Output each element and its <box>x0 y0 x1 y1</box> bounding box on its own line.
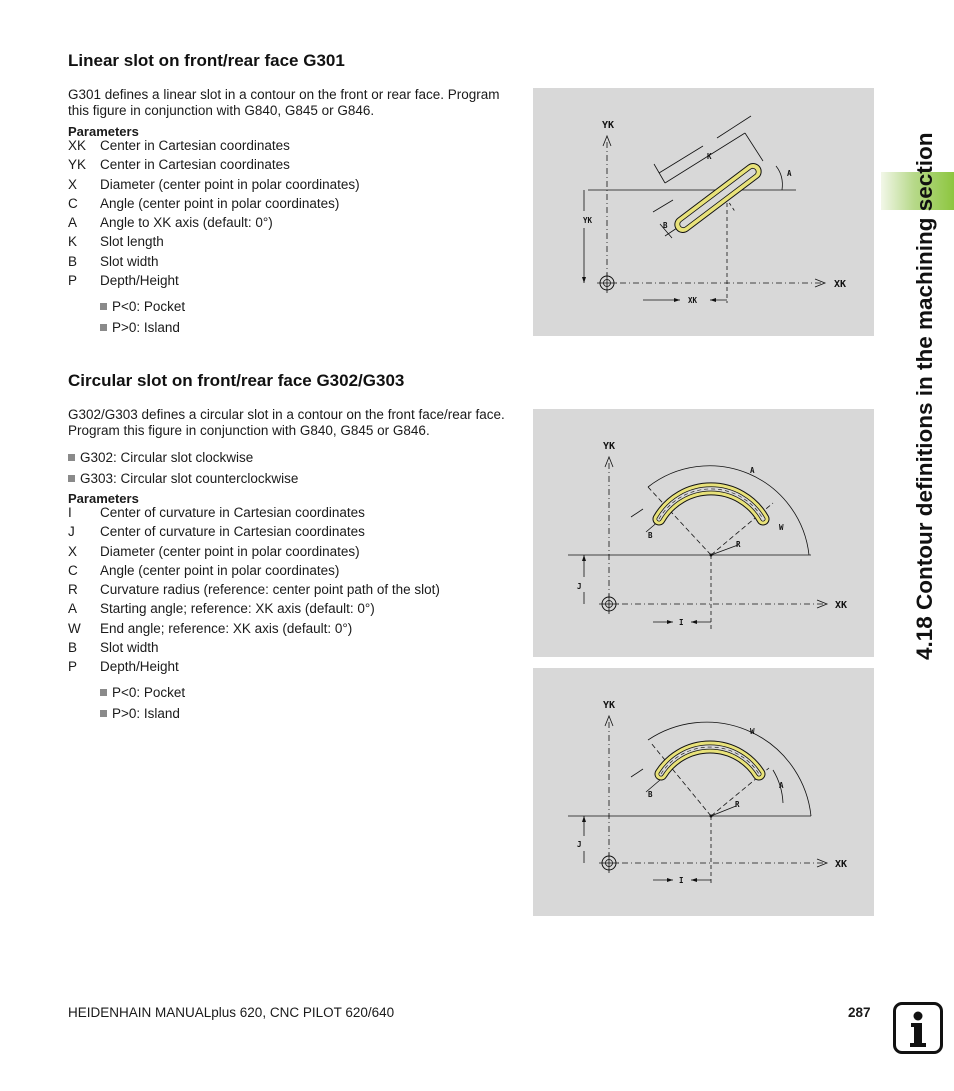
bullet-square-icon <box>100 689 107 696</box>
origin-icon <box>599 853 619 873</box>
figure-label: XK <box>834 279 847 290</box>
section-intro: G302/G303 defines a circular slot in a contour on the front face/rear face. Program this figure in conjunction with G840, G845 or G846. <box>68 407 505 438</box>
bullet-square-icon <box>68 475 75 482</box>
depth-options <box>100 683 185 725</box>
bullet-item: P>0: Island <box>100 704 185 725</box>
origin-icon <box>599 594 619 614</box>
parameter-item: P Depth/Height <box>68 273 179 289</box>
section-intro: G301 defines a linear slot in a contour on the front or rear face. Program this figure in conjunction with G840, G845 or G846. <box>68 87 500 118</box>
parameter-item: J Center of curvature in Cartesian coordinates <box>68 524 365 540</box>
figure-label: A <box>787 169 792 178</box>
bullet-item: P<0: Pocket <box>100 683 185 704</box>
chapter-title: 4.18 Contour definitions in the machining section <box>912 132 937 660</box>
figure-linear-slot <box>533 88 874 336</box>
figure-label: J <box>577 582 582 591</box>
bullet-item: P<0: Pocket <box>100 297 185 318</box>
bullet-item: G303: Circular slot counterclockwise <box>68 469 298 490</box>
parameter-item: B Slot width <box>68 640 159 656</box>
figure-label: B <box>648 790 653 799</box>
parameter-item: A Starting angle; reference: XK axis (default: 0°) <box>68 601 375 617</box>
info-icon <box>893 1002 943 1054</box>
figure-label: A <box>750 466 755 475</box>
figure-label: YK <box>603 700 616 711</box>
bullet-square-icon <box>100 710 107 717</box>
figure-label: W <box>750 727 755 736</box>
figure-label: I <box>679 876 684 885</box>
parameters-title: Parameters <box>68 124 139 139</box>
parameter-list <box>68 136 360 290</box>
figure-label: R <box>735 800 740 809</box>
bullet-square-icon <box>100 324 107 331</box>
parameter-item: X Diameter (center point in polar coordinates) <box>68 176 360 192</box>
figure-label: XK <box>688 296 698 305</box>
parameter-item: YK Center in Cartesian coordinates <box>68 157 290 173</box>
parameter-item: R Curvature radius (reference: center point path of the slot) <box>68 582 440 598</box>
figure-label: YK <box>583 216 593 225</box>
bullet-item: G302: Circular slot clockwise <box>68 448 298 469</box>
variant-list <box>68 448 298 490</box>
bullet-item: P>0: Island <box>100 318 185 339</box>
section-heading-circular-slot: Circular slot on front/rear face G302/G303 <box>68 371 405 390</box>
figure-label: W <box>779 523 784 532</box>
parameter-item: I Center of curvature in Cartesian coordinates <box>68 505 365 520</box>
parameter-item: X Diameter (center point in polar coordinates) <box>68 543 360 559</box>
figure-label: XK <box>835 600 848 611</box>
parameter-item: C Angle (center point in polar coordinates) <box>68 562 340 578</box>
figure-circular-slot-counterclockwise <box>533 668 874 916</box>
figure-label: YK <box>602 120 615 131</box>
depth-options <box>100 297 185 339</box>
parameter-item: K Slot length <box>68 234 164 250</box>
parameter-item: A Angle to XK axis (default: 0°) <box>68 215 273 231</box>
figure-label: B <box>663 221 668 230</box>
figure-label: YK <box>603 441 616 452</box>
figure-label: A <box>779 781 784 790</box>
parameters-title: Parameters <box>68 491 139 506</box>
figure-label: B <box>648 531 653 540</box>
parameter-item: XK Center in Cartesian coordinates <box>68 138 290 153</box>
section-heading-linear-slot: Linear slot on front/rear face G301 <box>68 51 345 70</box>
parameter-item: C Angle (center point in polar coordinates) <box>68 195 340 211</box>
footer-manual-title: HEIDENHAIN MANUALplus 620, CNC PILOT 620/640 <box>68 1005 395 1020</box>
parameter-list <box>68 503 440 677</box>
figure-circular-slot-clockwise <box>533 409 874 657</box>
origin-icon <box>597 273 617 293</box>
figure-label: R <box>736 540 741 549</box>
figure-label: K <box>707 152 712 161</box>
page-number: 287 <box>848 1005 871 1020</box>
parameter-item: P Depth/Height <box>68 659 179 675</box>
bullet-square-icon <box>100 303 107 310</box>
parameter-item: W End angle; reference: XK axis (default: 0°) <box>68 620 353 636</box>
figure-label: J <box>577 840 582 849</box>
parameter-item: B Slot width <box>68 253 159 269</box>
bullet-square-icon <box>68 454 75 461</box>
figure-label: XK <box>835 859 848 870</box>
figure-label: I <box>679 618 684 627</box>
